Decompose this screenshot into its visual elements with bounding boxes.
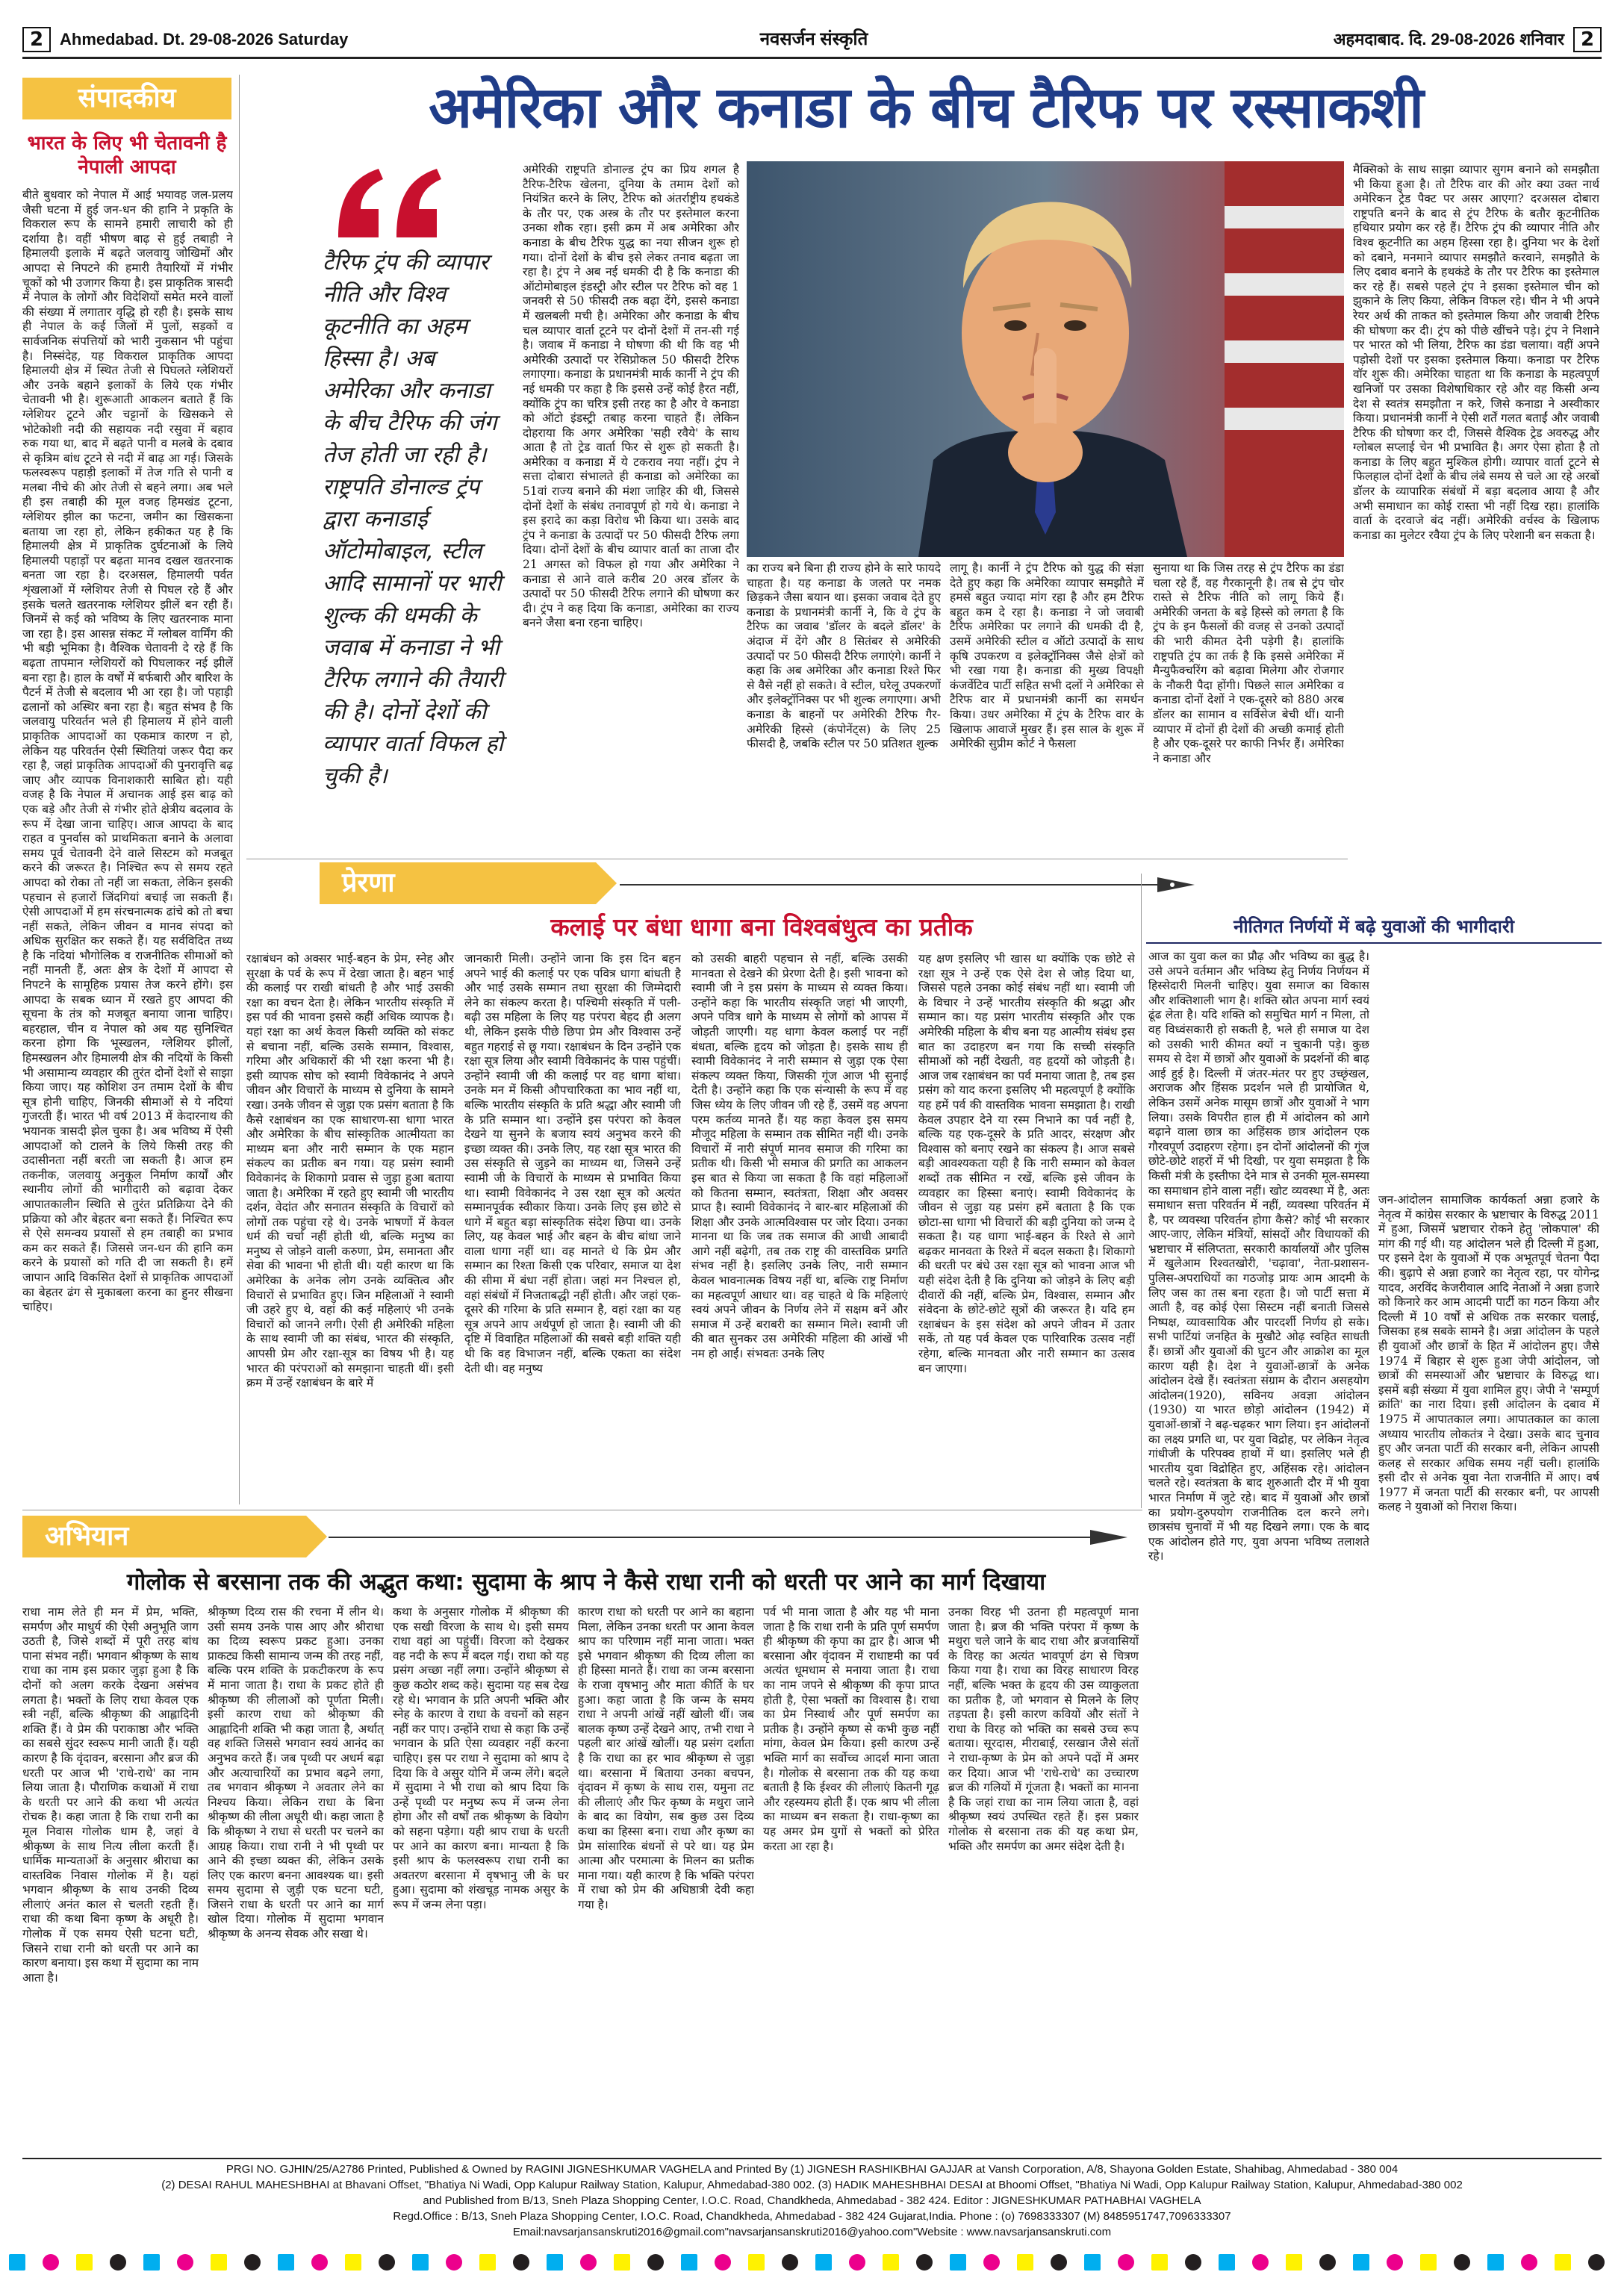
registration-mark (815, 2254, 832, 2271)
abhiyan-tab-label: अभियान (45, 1521, 129, 1552)
registration-mark (1555, 2254, 1571, 2271)
prerna-tab-label: प्रेरणा (342, 868, 395, 898)
pen-nib-icon (329, 1526, 1135, 1549)
page-number-right: 2 (1573, 27, 1602, 52)
page-header (22, 27, 1602, 52)
color-registration-bar (0, 2253, 1624, 2272)
registration-mark (1185, 2254, 1201, 2271)
registration-mark (211, 2254, 227, 2271)
youth-column-1: आज का युवा कल का प्रौढ़ और भविष्य का बुद्ध है। उसे अपने वर्तमान और भविष्य हेतु निर्णय निर्णयन में हिस्सेदारी मिलनी चाहिए। युवा समाज का विकास और शक्तिशाली भाग है। शक्ति स्रोत अपना मार्ग स्वयं ढूंढ लेता है। यदि शक्ति को समुचित मार्ग न मिला, तो वह विध्वंसकारी हो सकती है, भले ही समाज या देश को उसकी भारी कीमत क्यों न चुकानी पड़े। कुछ समय से देश में छात्रों और युवाओं के प्रदर्शनों की बाढ़ आई हुई है। दिल्ली में जंतर-मंतर पर हुए उच्छृंखल, अराजक और हिंसक प्रदर्शन भले ही प्रायोजित थे, लेकिन उसमें अनेक मासूम छात्रों और युवाओं ने भाग लिया। उसके विपरीत हाल ही में आंदोलन को आगे बढ़ाने वाला छात्र का अहिंसक छात्र आंदोलन एक गौरवपूर्ण उदाहरण रहेगा। इन दोनों आंदोलनों की गूंज छोटे-छोटे शहरों में भी दिखी, पर युवा समझता है कि किसी मंत्री के इस्तीफा देने मात्र से उनकी मूल-समस्या का समाधान होने वाला नहीं। खोट व्यवस्था में है, अतः समाधान सत्ता परिवर्तन में नहीं, व्यवस्था परिवर्तन में है, पर व्यवस्था परिवर्तन होगा कैसे? कोई भी सरकार आए-जाए, लेकिन मंत्रियों, सांसदों और विधायकों की भ्रष्टाचार में संलिप्तता, सरकारी कार्यालयों और पुलिस में खुलेआम रिश्वतखोरी, 'चढ़ावा', नेता-प्रशासन-पुलिस-अपराधियों का गठजोड़ प्रायः आम आदमी के लिए जस का तस बना रहता है। जो पार्टी सत्ता में आती है, वह कोई ऐसा सिस्टम नहीं बनाती जिससे निष्पक्ष, व्यावसायिक और पारदर्शी निर्णय हो सके। सभी पार्टियां जनहित के मुखौटे ओढ़ स्वहित साधती हैं। छात्रों और युवाओं की घुटन और आक्रोश का मूल कारण यही है। देश ने युवाओं-छात्रों के अनेक आंदोलन देखे हैं। स्वतंत्रता संग्राम के दौरान असहयोग आंदोलन(1920), सविनय अवज्ञा आंदोलन (1930) या भारत छोड़ो आंदोलन (1942) में युवाओं-छात्रों ने बढ़-चढ़कर भाग लिया। इन आंदोलनों का लक्ष्य प्रगति था, पर युवा विद्रोह, पर लेकिन नेतृत्व गांधीजी के परिपक्व हाथों में था। इसलिए भले ही भारतीय युवा विद्रोहित हुए, अहिंसक रहे। आंदोलन चलते रहे। स्वतंत्रता के बाद शुरुआती दौर में भी युवा भारत निर्माण में जुटे रहे। बाद में युवाओं और छात्रों का प्रयोग-दुरुपयोग राजनीतिक दल करने लगे। छात्रसंघ चुनावों में भी यह दिखने लगा। एक के बाद एक आंदोलन होते गए, युवा अपना भविष्य तलाशते रहे। (1148, 950, 1369, 1563)
registration-mark (177, 2254, 193, 2271)
registration-mark (1454, 2254, 1470, 2271)
prerna-column-2: जानकारी मिली। उन्होंने जाना कि इस दिन बहन अपने भाई की कलाई पर एक पवित्र धागा बांधती है और भाई उसके सम्मान तथा सुरक्षा की जिम्मेदारी लेने का संकल्प करता है। पश्चिमी संस्कृति में पली-बढ़ी उस महिला के लिए यह परंपरा बेहद ही अलग थी, लेकिन इसके पीछे छिपा प्रेम और विश्वास उन्हें बहुत गहराई से छू गया। रक्षाबंधन के दिन उन्होंने एक रक्षा सूत्र लिया और स्वामी विवेकानंद के पास पहुंचीं। उन्होंने स्वामी जी की कलाई पर वह धागा बांधा। उनके मन में किसी औपचारिकता का भाव नहीं था, बल्कि भारतीय संस्कृति के प्रति श्रद्धा और स्वामी जी के प्रति सम्मान था। उन्होंने इस परंपरा को केवल देखने या सुनने के बजाय स्वयं अनुभव करने की इच्छा व्यक्त की। उनके लिए, यह रक्षा सूत्र भारत की उस संस्कृति से जुड़ने का माध्यम था, जिसने उन्हें स्वामी जी के विचारों के माध्यम से प्रभावित किया था। स्वामी विवेकानंद ने उस रक्षा सूत्र को अत्यंत सम्मानपूर्वक स्वीकार किया। उनके लिए इस छोटे से धागे में बहुत बड़ा सांस्कृतिक संदेश छिपा था। उनके लिए, यह केवल भाई और बहन के बीच बांधा जाने वाला धागा नहीं था। वह मानते थे कि प्रेम और सम्मान का रिश्ता किसी एक परिवार, समाज या देश की सीमा में बंधा नहीं होता। जहां मन निश्चल हो, वहां संबंधों में निजताबद्धी नहीं होती। और जहां एक-दूसरे की गरिमा के प्रति सम्मान है, वहां रक्षा का यह सूत्र अपने आप अर्थपूर्ण हो जाता है। स्वामी जी की दृष्टि में विवाहित महिलाओं की सबसे बड़ी शक्ति यही थी कि वह विभाजन नहीं, बल्कि एकता का संदेश देती थी। वह मनुष्य (464, 952, 681, 1375)
registration-mark (849, 2254, 865, 2271)
registration-mark (1118, 2254, 1134, 2271)
quote-mark-icon (332, 163, 452, 245)
abhiyan-tab (22, 1516, 306, 1557)
header-date-hindi: अहमदाबाद. दि. 29-08-2026 शनिवार (1333, 30, 1564, 49)
editorial-tab: संपादकीय (22, 78, 231, 119)
abhiyan-column-5: पर्व भी माना जाता है और यह भी माना जाता है कि राधा रानी के प्रति पूर्ण समर्पण ही श्रीकृष्ण की कृपा का द्वार है। आज भी बरसाना और वृंदावन में राधाष्टमी का पर्व अत्यंत धूमधाम से मनाया जाता है। राधा का नाम जपने से श्रीकृष्ण की कृपा प्राप्त होती है, ऐसा भक्तों का विश्वास है। राधा का प्रेम निस्वार्थ और पूर्ण समर्पण का प्रतीक है। उन्होंने कृष्ण से कभी कुछ नहीं मांगा, केवल प्रेम किया। इसी कारण उन्हें भक्ति मार्ग का सर्वोच्च आदर्श माना जाता है। गोलोक से बरसाना तक की यह कथा बताती है कि ईश्वर की लीलाएं कितनी गूढ़ और रहस्यमय होती हैं। एक श्राप भी लीला का माध्यम बन सकता है। राधा-कृष्ण का यह अमर प्रेम युगों से भक्तों को प्रेरित करता आ रहा है। (763, 1605, 939, 1853)
footer-rule (22, 2158, 1602, 2159)
registration-mark (479, 2254, 496, 2271)
registration-mark (1017, 2254, 1033, 2271)
registration-mark (1051, 2254, 1067, 2271)
imprint-footer (22, 2161, 1602, 2244)
prerna-tab (320, 862, 596, 904)
column-divider (239, 75, 240, 1504)
abhiyan-column-6: उनका विरह भी उतना ही महत्वपूर्ण माना जाता है। ब्रज की भक्ति परंपरा में कृष्ण के मथुरा चले जाने के बाद राधा और ब्रजवासियों के विरह का अत्यंत भावपूर्ण ढंग से चित्रण किया गया है। राधा का विरह साधारण विरह नहीं, बल्कि भक्त के हृदय की उस व्याकुलता का प्रतीक है, जो भगवान से मिलने के लिए तड़पता है। इसी कारण कवियों और संतों ने राधा के विरह को भक्ति का सबसे उच्च रूप बताया। सूरदास, मीराबाई, रसखान जैसे संतों ने राधा-कृष्ण के प्रेम को अपने पदों में अमर कर दिया। आज भी 'राधे-राधे' का उच्चारण ब्रज की गलियों में गूंजता है। भक्तों का मानना है कि जहां राधा का नाम लिया जाता है, वहां श्रीकृष्ण स्वयं उपस्थित रहते हैं। इस प्रकार गोलोक से बरसाना तक की यह कथा प्रेम, भक्ति और समर्पण का अमर संदेश देती है। (948, 1605, 1139, 1853)
registration-mark (244, 2254, 261, 2271)
registration-mark (278, 2254, 294, 2271)
page-number-left: 2 (22, 27, 51, 52)
registration-mark (748, 2254, 765, 2271)
registration-mark (1521, 2254, 1537, 2271)
abhiyan-column-3: कथा के अनुसार गोलोक में श्रीकृष्ण की एक सखी विरजा के साथ थे। इसी समय राधा वहां आ पहुंचीं। विरजा को देखकर वह नदी के रूप में बदल गई। राधा को यह प्रसंग अच्छा नहीं लगा। उन्होंने श्रीकृष्ण से कुछ कठोर शब्द कहे। सुदामा यह सब देख रहे थे। भगवान के प्रति अपनी भक्ति और स्नेह के कारण वे राधा के वचनों को सहन नहीं कर पाए। उन्होंने राधा से कहा कि उन्हें भगवान के प्रति ऐसा व्यवहार नहीं करना चाहिए। इस पर राधा ने सुदामा को श्राप दे दिया कि वे असुर योनि में जन्म लेंगे। बदले में सुदामा ने भी राधा को श्राप दिया कि उन्हें पृथ्वी पर मनुष्य रूप में जन्म लेना होगा और सौ वर्षों तक श्रीकृष्ण के वियोग को सहना पड़ेगा। यही श्राप राधा के धरती पर आने का कारण बना। मान्यता है कि इसी श्राप के फलस्वरूप राधा रानी का अवतरण बरसाना में वृषभानु जी के घर हुआ। सुदामा को शंखचूड़ नामक असुर के रूप में जन्म लेना पड़ा। (393, 1605, 569, 1911)
registration-mark (1487, 2254, 1504, 2271)
masthead-title: नवसर्जन संस्कृति (759, 29, 868, 49)
abhiyan-column-1: राधा नाम लेते ही मन में प्रेम, भक्ति, समर्पण और माधुर्य की ऐसी अनुभूति जाग उठती है, जिसे शब्दों में पूरी तरह बांध पाना संभव नहीं। भगवान श्रीकृष्ण के साथ राधा का नाम इस प्रकार जुड़ा हुआ है कि दोनों को अलग करके देखना असंभव लगता है। भक्तों के लिए राधा केवल एक स्त्री नहीं, बल्कि श्रीकृष्ण की आह्लादिनी शक्ति हैं। वे प्रेम की पराकाष्ठा और भक्ति का सबसे सुंदर स्वरूप मानी जाती हैं। यही कारण है कि वृंदावन, बरसाना और ब्रज की धरती पर आज भी 'राधे-राधे' का नाम लिया जाता है। पौराणिक कथाओं में राधा के धरती पर आने की कथा भी अत्यंत रोचक है। कहा जाता है कि राधा रानी का मूल निवास गोलोक धाम है, जहां वे श्रीकृष्ण के साथ नित्य लीला करती हैं। धार्मिक मान्यताओं के अनुसार श्रीराधा का वास्तविक निवास गोलोक में है। यहां भगवान श्रीकृष्ण के साथ उनकी दिव्य लीलाएं अनंत काल से चलती रहती हैं। राधा की कथा बिना कृष्ण के अधूरी है। गोलोक में एक समय ऐसी घटना घटी, जिसने राधा रानी को धरती पर आने का कारण बनाया। इस कथा में सुदामा का नाम आता है। (22, 1605, 199, 1985)
imprint-line-5: Email:navsarjansanskruti2016@gmail.com"navsarjansanskruti2016@yahoo.com"Website : www.navsarjansanskruti.com (512, 2226, 1112, 2238)
lead-column-2: का राज्य बने बिना ही राज्य होने के सारे फायदे चाहता है। यह कनाडा के जलते पर नमक छिड़कने जैसा बयान था। इसका जवाब देते हुए कनाडा के प्रधानमंत्री कार्नी ने, कि वे ट्रंप के टैरिफ का जवाब 'डॉलर के बदले डॉलर' के अंदाज में देंगे और 8 सितंबर से अमेरिकी उत्पादों पर 50 फीसदी टैरिफ लगाएंगे। कार्नी ने कहा कि अब अमेरिका और कनाडा रिश्ते फिर से वैसे नहीं हो सकते। वे स्टील, घरेलू उपकरणों और इलेक्ट्रॉनिक्स पर भी शुल्क लगाएगा। अभी कनाडा के बाहनों पर अमेरिकी टैरिफ गैर-अमेरिकी हिस्से (कंपोनेंट्स) के लिए 25 फीसदी है, जबकि स्टील पर 50 प्रतिशत शुल्क (747, 561, 941, 751)
registration-mark (1353, 2254, 1369, 2271)
registration-mark (311, 2254, 328, 2271)
registration-mark (983, 2254, 1000, 2271)
abhiyan-column-2: श्रीकृष्ण दिव्य रास की रचना में लीन थे। उसी समय उनके पास आए और श्रीराधा का दिव्य स्वरूप प्रकट हुआ। उनका प्राकट्य किसी सामान्य जन्म की तरह नहीं, बल्कि परम शक्ति के प्रकटीकरण के रूप में माना जाता है। राधा के प्रकट होते ही श्रीकृष्ण की लीलाओं को पूर्णता मिली। इसी कारण राधा को श्रीकृष्ण की आह्लादिनी शक्ति भी कहा जाता है, अर्थात् वह शक्ति जिससे भगवान स्वयं आनंद का अनुभव करते हैं। जब पृथ्वी पर अधर्म बढ़ा और अत्याचारियों का प्रभाव बढ़ने लगा, तब भगवान श्रीकृष्ण ने अवतार लेने का निश्चय किया। लेकिन राधा के बिना श्रीकृष्ण की लीला अधूरी थी। कहा जाता है कि श्रीकृष्ण ने राधा से धरती पर चलने का आग्रह किया। राधा रानी ने भी पृथ्वी पर आने की इच्छा व्यक्त की, लेकिन उसके लिए एक कारण बनना आवश्यक था। इसी समय सुदामा से जुड़ी एक घटना घटी, जिसने राधा के धरती पर आने का मार्ग खोल दिया। गोलोक में सुदामा भगवान श्रीकृष्ण के अनन्य सेवक और सखा थे। (208, 1605, 384, 1941)
prerna-headline: कलाई पर बंधा धागा बना विश्वबंधुत्व का प्रतीक (550, 912, 973, 942)
registration-mark (1219, 2254, 1235, 2271)
prerna-column-1: रक्षाबंधन को अक्सर भाई-बहन के प्रेम, स्नेह और सुरक्षा के पर्व के रूप में देखा जाता है। बहन भाई की कलाई पर राखी बांधती है और भाई उसकी रक्षा का वचन देता है। लेकिन भारतीय संस्कृति में इस पर्व की भावना इससे कहीं अधिक व्यापक है। यहां रक्षा का अर्थ केवल किसी व्यक्ति को संकट से बचाना नहीं, बल्कि उसके सम्मान, विश्वास, गरिमा और अधिकारों की भी रक्षा करना भी है। इसी व्यापक सोच को स्वामी विवेकानंद ने अपने जीवन और विचारों के माध्यम से दुनिया के सामने रखा। उनके जीवन से जुड़ा एक प्रसंग बताता है कि कैसे रक्षाबंधन का एक साधारण-सा धागा भारत और अमेरिका के बीच सांस्कृतिक आत्मीयता का माध्यम बना और नारी सम्मान के एक महान संकल्प का प्रतीक बन गया। यह प्रसंग स्वामी विवेकानंद के शिकागो प्रवास से जुड़ा हुआ बताया जाता है। अमेरिका में रहते हुए स्वामी जी भारतीय दर्शन, वेदांत और सनातन संस्कृति के विचारों को लोगों तक पहुंचा रहे थे। उनके भाषणों में केवल धर्म की चर्चा नहीं होती थी, बल्कि मनुष्य का मनुष्य से जोड़ने वाली करुणा, प्रेम, समानता और सेवा की भावना भी होती थी। यही कारण था कि अमेरिका के अनेक लोग उनके व्यक्तित्व और विचारों से प्रभावित हुए। जिन महिलाओं ने स्वामी जी उहरे हुए थे, वहां की कई महिलाएं भी उनके विचारों को जानने लगी। ऐसी ही अमेरिकी महिला के साथ स्वामी जी का संबंध, भारत की संस्कृति, आपसी प्रेम और रक्षा-सूत्र का विषय भी है। यह भारत की परंपराओं को समझाना चाहती थीं। इसी क्रम में उन्हें रक्षाबंधन के बारे में (246, 952, 454, 1390)
registration-mark (1319, 2254, 1336, 2271)
registration-mark (1252, 2254, 1269, 2271)
pen-nib-icon (620, 874, 1202, 896)
registration-mark (1420, 2254, 1437, 2271)
abhiyan-headline: गोलोक से बरसाना तक की अद्भुत कथा: सुदामा के श्राप ने कैसे राधा रानी को धरती पर आने का मार्ग दिखाया (126, 1569, 1046, 1596)
registration-mark (412, 2254, 429, 2271)
registration-mark (9, 2254, 25, 2271)
registration-mark (1151, 2254, 1168, 2271)
registration-mark (43, 2254, 59, 2271)
registration-mark (681, 2254, 697, 2271)
registration-mark (782, 2254, 798, 2271)
lead-column-3: लागू है। कार्नी ने ट्रंप टैरिफ को युद्ध की संज्ञा देते हुए कहा कि अमेरिका व्यापार समझौते में हमसे बहुत ज्यादा मांग रहा है और हम टैरिफ बहुत कम दे रहा है। कनाडा ने जो जवाबी टैरिफ अमेरिका पर लगाने की धमकी दी है, उसमें अमेरिकी स्टील व ऑटो उत्पादों के साथ कृषि उपकरण व इलेक्ट्रॉनिक्स जैसे क्षेत्रों को भी रखा गया है। कनाडा की मुख्य विपक्षी कंजर्वेटिव पार्टी सहित सभी दलों ने अमेरिका से टैरिफ वार में प्रधानमंत्री कार्नी का समर्थन किया। उधर अमेरिका में ट्रंप के टैरिफ वार के खिलाफ आवाजें मुखर हैं। इस साल के शुरू में अमेरिकी सुप्रीम कोर्ट ने फैसला (950, 561, 1144, 751)
imprint-line-2: (2) DESAI RAHUL MAHESHBHAI at Bhavani Offset, "Bhatiya Ni Wadi, Opp Kalupur Railway Station, Kalupur, Ahmedabad-380 002. (3) HADIK MAHESHBHAI DESAI at Bhoomi Offset, "Bhatiya Ni Wadi, Opp Kalupur Railway Station, Kalupur, Ahmedabad-380 002 (161, 2179, 1463, 2191)
youth-headline: नीतिगत निर्णयों में बढ़े युवाओं की भागीदारी (1233, 916, 1514, 937)
registration-mark (715, 2254, 731, 2271)
registration-mark (513, 2254, 529, 2271)
youth-column-3 (1378, 950, 1599, 1189)
lead-column-4: सुनाया था कि जिस तरह से ट्रंप टैरिफ का डंडा चला रहे हैं, वह गैरकानूनी है। तब से ट्रंप चोर रास्ते से टैरिफ नीति को लागू किये हैं। अमेरिकी जनता के बड़े हिस्से को लगता है कि ट्रंप के इन फैसलों की वजह से उनको उत्पादों की भारी कीमत देनी पड़ेगी है। हालांकि राष्ट्रपति ट्रंप का तर्क है कि इससे अमेरिका में मैन्युफैक्चरिंग को बढ़ावा मिलेगा और रोजगार के नौकरी पैदा होंगी। पिछले साल अमेरिका व कनाडा दोनों देशों ने एक-दूसरे को 880 अरब डॉलर का सामान व सर्विसेज बेची थीं। यानी व्यापार में दोनों ही देशों की अच्छी कमाई होती है और एक-दूसरे पर काफी निर्भर हैं। अमेरिका ने कनाडा और (1153, 561, 1344, 765)
lead-photo (747, 161, 1344, 557)
registration-mark (614, 2254, 630, 2271)
editorial-body: बीते बुधवार को नेपाल में आई भयावह जल-प्रलय जैसी घटना में हुई जन-धन की हानि ने प्रकृति के विकराल रूप के सामने हमारी लाचारी को ही दर्शाया है। वहीं भीषण बाढ़ से हुई तबाही ने हिमालयी इलाके में बढ़ते जलवायु जोखिमों और आपदा से निपटने की हमारी तैयारियों में गंभीर चूकों को भी उजागर किया है। इस प्राकृतिक त्रासदी में नेपाल के लोगों और विदेशियों समेत मरने वालों की संख्या में लगातार वृद्धि हो रही है। इसके साथ ही नेपाल के कई जिलों में पुलों, सड़कों व सार्वजनिक संपत्तियों को भारी नुकसान भी पहुंचा है। निस्संदेह, यह विकराल प्राकृतिक आपदा हिमालयी क्षेत्र में स्थित तेजी से पिघलते ग्लेशियरों और उनके बहाने इलाकों के लिये एक गंभीर चेतावनी भी है। शुरूआती आकलन बताते हैं कि ग्लेशियर टूटने और चट्टानों के खिसकने से भोटेकोशी नदी की सहायक नदी रसुवा में बहाव रुक गया था, बाद में बढ़ते पानी व मलबे के दबाव से कृत्रिम बांध टूटने से नदी में बाढ़ आ गई। जिसके फलस्वरूप पहाड़ी इलाकों में तेज गति से पानी व मलबा नीचे की ओर तेजी से बहने लगा। अब भले ही इस तबाही की मूल वजह हिमखंड टूटना, ग्लेशियर झील का फटना, जमीन का खिसकना बताया जा रहा हो, लेकिन हकीकत यह है कि हिमालयी क्षेत्र में प्राकृतिक दुर्घटनाओं के लिये हिमालयी पहाड़ों पर बढ़ता मानव दखल खतरनाक बनता जा रहा है। दरअसल, हिमालयी पर्वत शृंखलाओं में ग्लेशियर तेजी से पिघल रहे हैं और इसके चलते खतरनाक ग्लेशियर झीलें बन रही हैं। जिनमें से कई को भविष्य के लिए खतरनाक माना जा रहा है। इस आसन्न संकट में ग्लोबल वार्मिंग की भी बड़ी भूमिका है। वैश्विक चेतावनी दे रहे हैं कि बढ़ता तापमान ग्लेशियरों को पिघलाकर नई झीलें बना रहा है। हाल के वर्षों में बर्फबारी और बारिश के पैटर्न में तेजी से बदलाव भी आ रहा है। जो पहाड़ी ढलानों को अस्थिर बना रहा है। बहुत संभव है कि जलवायु परिवर्तन भले ही हिमालय में होने वाली प्राकृतिक आपदाओं का एकमात्र कारण न हो, लेकिन यह परिवर्तन ऐसी स्थितियां जरूर पैदा कर रहा है, जहां प्राकृतिक आपदाओं की पुनरावृत्ति बढ़ जाए और व्यापक विनाशकारी साबित हो। यही वजह है कि नेपाल में अचानक आई इस बाढ़ को एक बड़े और तेजी से गंभीर होते क्षेत्रीय बदलाव के रूप में देखा जाना चाहिए। आज आपदा के बाद राहत व पुनर्वास को प्राथमिकता बनाने के अलावा समय पूर्व चेतावनी देने वाले सिस्टम को मजबूत करने की जरूरत है। निश्चित रूप से समय रहते आपदा को रोका तो नहीं जा सकता, लेकिन इसकी पहचान से हजारों जिंदगियां बचाई जा सकती हैं। ऐसी आपदाओं में हम संरचनात्मक ढांचे को तो बचा नहीं सकते, लेकिन जीवन व मानव संपदा को अधिक सुरक्षित कर सकते हैं। यह सर्वविदित तथ्य है कि नदियां भौगोलिक व राजनीतिक सीमाओं को नहीं मानती हैं, अतः क्षेत्र के देशों में आपदा से निपटने के सामूहिक प्रयास तेज करने होंगे। इस आपदा के सबक ध्यान में रखते हुए आपदा की सूचना के तंत्र को मजबूत बनाया जाना चाहिए। बहरहाल, चीन व नेपाल को अब यह सुनिश्चित करना होगा कि भूस्खलन, ग्लेशियर झीलों, हिमस्खलन और हिमालयी क्षेत्र की नदियों के किसी भी असामान्य व्यवहार की तुरंत दोनों देशों से साझा किया जाए। यह कोशिश उन तमाम देशों के बीच सूत्र होनी चाहिए, जिनकी सीमाओं से ये नदियां गुजरती हैं। भारत भी वर्ष 2013 में केदारनाथ की भयानक त्रासदी झेल चुका है। अब भविष्य में ऐसी आपदाओं को टालने के लिये किसी तरह की उदासीनता नहीं बरती जा सकती है। आज हम तकनीक, जलवायु अनुकूल निर्माण कार्यों और स्थानीय लोगों की भागीदारी को बढ़ावा देकर आपातकालीन स्थिति से तुरंत प्रतिक्रिया देने की प्रक्रिया को और बेहतर बना सकते हैं। निश्चित रूप से ऐसे समन्वय प्रयासों से हम तबाही का प्रभाव कम कर सकते हैं। जिससे जन-धन की हानि कम करने के प्रयासों को गति दी जा सकती है। हमें जापान आदि विकसित देशों से प्राकृतिक आपदाओं का बेहतर ढंग से मुकाबला करना का हुनर सीखना चाहिए। (22, 188, 233, 1314)
editorial-headline: भारत के लिए भी चेतावनी है नेपाली आपदा (27, 132, 227, 178)
registration-mark (143, 2254, 160, 2271)
abhiyan-column-4: कारण राधा को धरती पर आने का बहाना मिला, लेकिन उनका धरती पर आना केवल श्राप का परिणाम नहीं माना जाता। भक्त इसे भगवान श्रीकृष्ण की दिव्य लीला का ही हिस्सा मानते हैं। राधा का जन्म बरसाना के राजा वृषभानु और माता कीर्ति के घर हुआ। कहा जाता है कि जन्म के समय राधा ने अपनी आंखें नहीं खोली थीं। जब बालक कृष्ण उन्हें देखने आए, तभी राधा ने पहली बार आंखें खोलीं। यह प्रसंग दर्शाता है कि राधा का हर भाव श्रीकृष्ण से जुड़ा था। बरसाना में बिताया उनका बचपन, वृंदावन में कृष्ण के साथ रास, यमुना तट की लीलाएं और फिर कृष्ण के मथुरा जाने के बाद का वियोग, सब कुछ उस दिव्य कथा का हिस्सा बना। राधा और कृष्ण का प्रेम सांसारिक बंधनों से परे था। यह प्रेम आत्मा और परमात्मा के मिलन का प्रतीक माना गया। यही कारण है कि भक्ति परंपरा में राधा को प्रेम की अधिष्ठात्री देवी कहा गया है। (578, 1605, 754, 1911)
lead-column-1: अमेरिकी राष्ट्रपति डोनाल्ड ट्रंप का प्रिय शगल है टैरिफ-टैरिफ खेलना, दुनिया के तमाम देशों को नियंत्रित करने के लिए, टैरिफ को अंतर्राष्ट्रीय हथकंडे के तौर पर, एक अस्त्र के तौर पर इस्तेमाल करना उनका शौक रहा। इसी क्रम में अब अमेरिका और कनाडा के बीच टैरिफ युद्ध का नया सीजन शुरू हो गया। दोनों देशों के बीच इसे लेकर तनाव बढ़ता जा रहा है। ट्रंप ने अब नई धमकी दी है कि कनाडा की ऑटोमोबाइल इंडस्ट्री और स्टील पर टैरिफ को वह 1 जनवरी से 50 फीसदी तक बढ़ा देंगे, इससे कनाडा में खलबली मची है। अमेरिका और कनाडा के बीच चल व्यापार वार्ता टूटने पर दोनों देशों में तन-सी गई है। जवाब में कनाडा ने घोषणा की थी कि वह भी अमेरिकी उत्पादों पर रेसिप्रोकल 50 फीसदी टैरिफ लगाएगा। कनाडा के प्रधानमंत्री मार्क कार्नी ने ट्रंप की नई धमकी पर कहा है कि इससे उन्हें कोई हैरत नहीं, क्योंकि ट्रंप का चरित्र इसी तरह का है और वे कनाडा को ऑटो इंडस्ट्री तबाह करना चाहते हैं। लेकिन दोहराया कि अगर अमेरिका 'सही रवैये' के साथ आता है तो ट्रेड वार्ता फिर से शुरू हो सकती है। अमेरिका व कनाडा में ये टकराव नया नहीं। ट्रंप ने सत्ता दोबारा संभालते ही कनाडा को अमेरिका का 51वां राज्य बनाने की मंशा जाहिर की थी, जिससे दोनों देशों के संबंध तनावपूर्ण हो गये थे। कनाडा ने इस इरादे का कड़ा विरोध भी किया था। उसके बाद ट्रंप ने कनाडा के उत्पादों पर 50 फीसदी टैरिफ लगा दिया। दोनों देशों के बीच व्यापार वार्ता का ताजा दौर 21 अगस्त को विफल हो गया और अमेरिका ने कनाडा से आने वाले करीब 20 अरब डॉलर के उत्पादों पर 50 फीसदी टैरिफ लगाने की घोषणा कर दी। ट्रंप ने कह दिया कि कनाडा, अमेरिका का राज्य बनने जैसा बना रहना चाहिए। (523, 163, 739, 630)
lead-pullquote: टैरिफ ट्रंप की व्यापार नीति और विश्व कूटनीति का अहम हिस्सा है। अब अमेरिका और कनाडा के बीच टैरिफ की जंग तेज होती जा रही है। राष्ट्रपति डोनाल्ड ट्रंप द्वारा कनाडाई ऑटोमोबाइल, स्टील आदि सामानों पर भारी शुल्क की धमकी के जवाब में कनाडा ने भी टैरिफ लगाने की तैयारी की है। दोनों देशों की व्यापार वार्ता विफल हो चुकी है। (323, 249, 504, 789)
imprint-line-3: and Published from B/13, Sneh Plaza Shopping Center, I.O.C. Road, Chandkheda, Ahmedabad - 382 424. Editor : JIGNESHKUMAR PATHABHAI VAGHELA (423, 2194, 1201, 2207)
imprint-line-4: Regd.Office : B/13, Sneh Plaza Shopping Center, I.O.C. Road, Chandkheda, Ahmedabad - 382 424 Gujarat,India. Phone : (o) 7698333307 (M) 8485951747,7096333307 (393, 2210, 1231, 2223)
prerna-column-4: यह क्षण इसलिए भी खास था क्योंकि एक छोटे से रक्षा सूत्र ने उन्हें एक ऐसे देश से जोड़ दिया था, जिससे पहले उनका कोई संबंध नहीं था। स्वामी जी के विचार ने उन्हें भारतीय संस्कृति की श्रद्धा और सम्मान का। यह प्रसंग भारतीय संस्कृति और एक अमेरिकी महिला के बीच बना यह आत्मीय संबंध इस बात का उदाहरण बन गया कि सच्ची संस्कृति सीमाओं को नहीं देखती, वह हृदयों को जोड़ती है। आज जब रक्षाबंधन का पर्व मनाया जाता है, तब इस प्रसंग को याद करना इसलिए भी महत्वपूर्ण है क्योंकि यह हमें पर्व की वास्तविक भावना समझाता है। राखी केवल उपहार देने या रस्म निभाने का पर्व नहीं है, बल्कि यह एक-दूसरे के प्रति आदर, संरक्षण और विश्वास को बनाए रखने का संकल्प है। आज सबसे बड़ी आवश्यकता यही है कि नारी सम्मान को केवल शब्दों तक सीमित न रखें, बल्कि इसे जीवन के व्यवहार का हिस्सा बनाएं। स्वामी विवेकानंद के जीवन से जुड़ा यह प्रसंग हमें बताता है कि एक छोटा-सा धागा भी विचारों की बड़ी दुनिया को जन्म दे सकता है। यह धागा भाई-बहन के रिश्ते से आगे बढ़कर मानवता के रिश्ते में बदल सकता है। शिकागो की धरती पर बंधे उस रक्षा सूत्र को भावना आज भी यही संदेश देती है कि दुनिया को जोड़ने के लिए बड़ी दीवारों की नहीं, बल्कि प्रेम, विश्वास, सम्मान और संवेदना के छोटे-छोटे सूत्रों की जरूरत है। यदि हम रक्षाबंधन के इस संदेश को अपने जीवन में उतार सकें, तो यह पर्व केवल एक पारिवारिक उत्सव नहीं रहेगा, बल्कि मानवता और नारी सम्मान का उत्सव बन जाएगा। (918, 952, 1135, 1375)
registration-mark (379, 2254, 395, 2271)
lead-column-5: मैक्सिको के साथ साझा व्यापार सुगम बनाने को समझौता भी किया हुआ है। तो टैरिफ वार की ओर क्या उक्त नार्थ अमेरिकन ट्रेड पैक्ट पर असर आएगा? दरअसल दोबारा राष्ट्रपति बनने के बाद से ट्रंप टैरिफ के बतौर कूटनीतिक हथियार प्रयोग कर रहे हैं। टैरिफ ट्रंप की व्यापार नीति और विश्व कूटनीति का अहम हिस्सा रहा है। दुनिया भर के देशों को दबाने, मनमाने व्यापार समझौते करवाने, समझौते के लिए दबाव बनाने के हथकंडे के तौर पर टैरिफ का इस्तेमाल कर रहे हैं। सबसे पहले ट्रंप ने इसका इस्तेमाल चीन को झुकाने के लिए किया, लेकिन विफल रहे। चीन ने भी अपने रेयर अर्थ की ताकत को इस्तेमाल किया और जवाबी टैरिफ की घोषणा कर दी। ट्रंप को पीछे खींचने पड़े। ट्रंप ने निशाने पर भारत को भी लिया, टैरिफ का डंडा चलाया। वहीं अपने पड़ोसी देशों पर इसका इस्तेमाल किया। कनाडा पर टैरिफ वॉर शुरू की। अमेरिका चाहता था कि कनाडा के महत्वपूर्ण खनिजों पर उसका विशेषाधिकार रहे और वह किसी अन्य देश से स्वतंत्र समझौता न करे, जिसे कनाडा ने अस्वीकार किया। प्रधानमंत्री कार्नी ने ऐसी शर्तें गलत बताईं और जवाबी टैरिफ की घोषणा कर दी, जिससे वैश्विक ट्रेड अवरुद्ध और ग्लोबल सप्लाई चेन भी प्रभावित है। अगर ऐसा होता है तो कनाडा के लिए बहुत मुश्किल होगी। व्यापार वार्ता टूटने से फिलहाल दोनों देशों के बीच लंबे समय से चले आ रहे अरबों डॉलर के व्यापारिक संबंधों में बड़ा बदलाव आया है और अभी समाधान का कोई रास्ता भी नहीं दिख रहा। हालांकि वार्ता के दरवाजे बंद नहीं। अमेरिकी वर्चस्व के खिलाफ कनाडा का मुलेटर रवैया ट्रंप के लिए परेशानी बन सकता है। (1353, 163, 1599, 542)
youth-column-2: जन-आंदोलन सामाजिक कार्यकर्ता अन्ना हजारे के नेतृत्व में कांग्रेस सरकार के भ्रष्टाचार के विरुद्ध 2011 में हुआ, जिसमें भ्रष्टाचार रोकने हेतु 'लोकपाल' की मांग की गई थी। यह आंदोलन भले ही दिल्ली में हुआ, पर इसने देश के युवाओं में एक अभूतपूर्व चेतना पैदा की। बुढ़ापे से अन्ना हजारे का नेतृत्व रहा, पर योगेन्द्र यादव, अरविंद केजरीवाल आदि नेताओं ने अन्ना हजारे को किनारे कर आम आदमी पार्टी का गठन किया और दिल्ली में 10 वर्षों से अधिक तक सरकार चलाई, जिसका हश्र सबके सामने है। अन्ना आंदोलन के पहले ही युवाओं और छात्रों के हित में आंदोलन हुए। जैसे 1974 में बिहार से शुरू हुआ जेपी आंदोलन, जो छात्रों की समस्याओं और भ्रष्टाचार के विरुद्ध था। इसमें बड़ी संख्या में युवा शामिल हुए। जेपी ने 'सम्पूर्ण क्रांति' का नारा दिया। इसी आंदोलन के दबाव में 1975 में आपातकाल लगा। आपातकाल का काला अध्याय भारतीय लोकतंत्र ने देखा। उसके बाद चुनाव हुए और जनता पार्टी की सरकार बनी, लेकिन आपसी कलह से सरकार अधिक समय नहीं चली। हालांकि इसी दौर से अनेक युवा नेता राजनीति में आए। वर्ष 1977 में जनता पार्टी की सरकार बनी, पर आपसी कलह ने युवाओं को निराश किया। (1378, 1193, 1599, 1514)
registration-mark (547, 2254, 563, 2271)
registration-mark (883, 2254, 899, 2271)
column-divider (1141, 874, 1142, 1508)
registration-mark (446, 2254, 462, 2271)
registration-mark (580, 2254, 597, 2271)
prerna-column-3: को उसकी बाहरी पहचान से नहीं, बल्कि उसकी मानवता से देखने की प्रेरणा देती है। इसी भावना को स्वामी जी ने इस प्रसंग के माध्यम से व्यक्त किया। उन्होंने कहा कि भारतीय संस्कृति जहां भी जाएगी, अपने पवित्र धागे के माध्यम से लोगों को आपस में जोड़ती जाएगी। यह धागा केवल कलाई पर नहीं बंधता, बल्कि हृदय को जोड़ता है। इसके साथ ही स्वामी विवेकानंद ने नारी सम्मान से जुड़ा एक ऐसा संकल्प व्यक्त किया, जिसकी गूंज आज भी सुनाई देती है। उन्होंने कहा कि एक संन्यासी के रूप में वह जिस ध्येय के लिए जीवन जी रहे हैं, उसमें वह अपना परम कर्तव्य मानते हैं। यह कहा केवल इस समय मौजूद महिला के सम्मान तक सीमित नहीं थी। उनके विचारों में नारी संपूर्ण मानव समाज की गरिमा का प्रतीक थी। किसी भी समाज की प्रगति का आकलन इस बात से किया जा सकता है कि वहां महिलाओं को कितना सम्मान, स्वतंत्रता, शिक्षा और अवसर प्राप्त है। स्वामी विवेकानंद ने बार-बार महिलाओं की शिक्षा और उनके आत्मविश्वास पर जोर दिया। उनका मानना था कि जब तक समाज की आधी आबादी आगे नहीं बढ़ेगी, तब तक राष्ट्र की वास्तविक प्रगति संभव नहीं है। इसलिए उनके लिए, नारी सम्मान केवल भावनात्मक विषय नहीं था, बल्कि राष्ट्र निर्माण का महत्वपूर्ण आधार था। वह चाहते थे कि महिलाएं स्वयं अपने जीवन के निर्णय लेने में सक्षम बनें और समाज में उन्हें बराबरी का सम्मान मिले। स्वामी जी की बात सुनकर उस अमेरिकी महिला की आंखें भी नम हो आईं। संभवतः उनके लिए (691, 952, 908, 1361)
registration-mark (916, 2254, 933, 2271)
registration-mark (1387, 2254, 1403, 2271)
imprint-line-1: PRGI NO. GJHIN/25/A2786 Printed, Published & Owned by RAGINI JIGNESHKUMAR VAGHELA and Printed By (1) JIGNESH RASHIKBHAI GAJJAR at Vansh Corporation, A/8, Shayona Golden Estate, Shahibag, Ahmedabad - 380 004 (225, 2163, 1399, 2176)
header-rule (22, 57, 1602, 59)
registration-mark (110, 2254, 126, 2271)
registration-mark (345, 2254, 361, 2271)
registration-mark (950, 2254, 966, 2271)
registration-mark (1286, 2254, 1302, 2271)
registration-mark (76, 2254, 93, 2271)
youth-rule (1146, 942, 1602, 944)
header-date-english: Ahmedabad. Dt. 29-08-2026 Saturday (60, 30, 349, 49)
registration-mark (1084, 2254, 1101, 2271)
registration-mark (647, 2254, 664, 2271)
registration-mark (1588, 2254, 1605, 2271)
lead-headline: अमेरिका और कनाडा के बीच टैरिफ पर रस्साकशी (429, 74, 1423, 140)
